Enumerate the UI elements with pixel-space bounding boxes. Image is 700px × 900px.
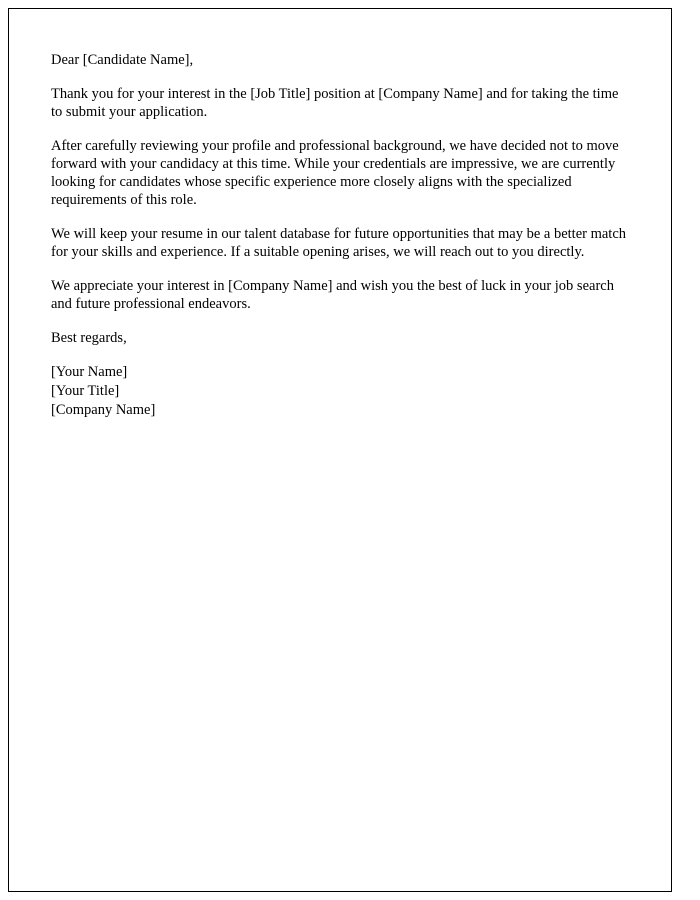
signature-name: [Your Name]	[51, 364, 128, 380]
salutation: Dear [Candidate Name],	[51, 52, 194, 68]
paragraph-thank-you: Thank you for your interest in the [Job Title] position at [Company Name] and for taking the time to submit your application.	[51, 86, 619, 120]
letter-body	[9, 9, 671, 460]
signature-company: [Company Name]	[51, 402, 156, 418]
paragraph-well-wishes: We appreciate your interest in [Company Name] and wish you the best of luck in your job search and future professional endeavors.	[51, 278, 614, 312]
letter-page	[8, 8, 672, 892]
paragraph-talent-database: We will keep your resume in our talent database for future opportunities that may be a better match for your skills and experience. If a suitable opening arises, we will reach out to you directly.	[51, 226, 627, 260]
signature-title: [Your Title]	[51, 383, 120, 399]
closing: Best regards,	[51, 330, 127, 346]
paragraph-decision: After carefully reviewing your profile and professional background, we have decided not to move forward with your candidacy at this time. While your credentials are impressive, we are currently looking for candidates whose specific experience more closely aligns with the specialized requirements of this role.	[51, 138, 619, 208]
signature-block	[51, 363, 631, 419]
